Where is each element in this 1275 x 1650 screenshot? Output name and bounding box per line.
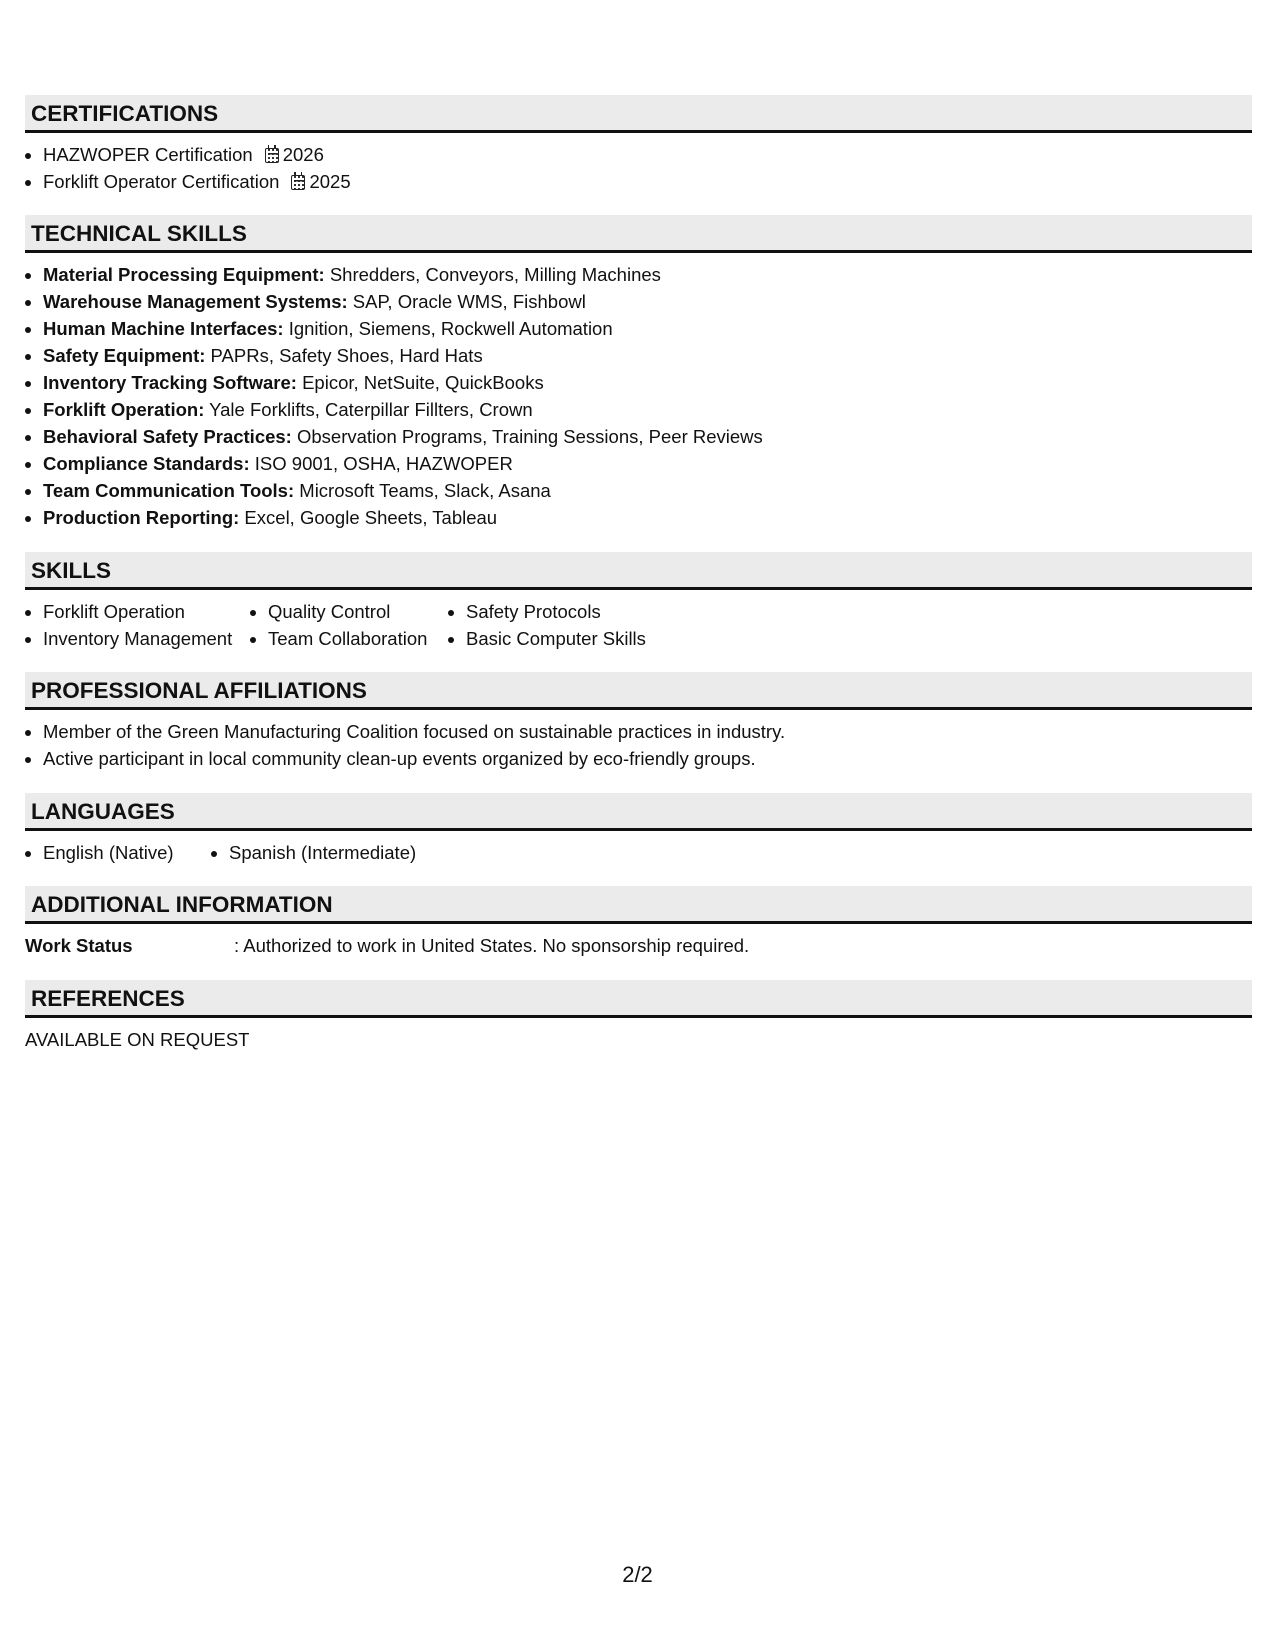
skills-column xyxy=(250,598,448,652)
language-column xyxy=(211,839,416,866)
skill-category: Forklift Operation: xyxy=(43,399,205,420)
section-header-skills: SKILLS xyxy=(25,552,1252,590)
technical-skill-item xyxy=(43,477,1252,504)
calendar-icon xyxy=(265,148,279,163)
affiliation-item: • Active participant in local community clean-up events organized by eco-friendly groups. xyxy=(43,745,1252,772)
skill-values: Epicor, NetSuite, QuickBooks xyxy=(296,372,544,393)
languages-list xyxy=(25,839,1252,866)
page-number: 2/2 xyxy=(622,1562,653,1587)
skill-values: ISO 9001, OSHA, HAZWOPER xyxy=(249,453,513,474)
certification-year: 2026 xyxy=(282,144,324,165)
language-item: • Spanish (Intermediate) xyxy=(229,839,416,866)
work-status-label: Work Status xyxy=(25,935,133,956)
technical-skill-item xyxy=(43,504,1252,531)
skill-category: Inventory Tracking Software: xyxy=(43,372,297,393)
references-text: AVAILABLE ON REQUEST xyxy=(25,1029,250,1050)
skill-category: Safety Equipment: xyxy=(43,345,206,366)
skill-values: Excel, Google Sheets, Tableau xyxy=(239,507,498,528)
technical-skill-item xyxy=(43,261,1252,288)
skill-values: Observation Programs, Training Sessions, Peer Reviews xyxy=(291,426,763,447)
skill-category: Warehouse Management Systems: xyxy=(43,291,348,312)
language-item: • English (Native) xyxy=(43,839,211,866)
skills-grid xyxy=(25,598,1252,652)
skill-category: Compliance Standards: xyxy=(43,453,250,474)
skill-item: • Safety Protocols xyxy=(466,598,646,625)
skills-column xyxy=(448,598,646,652)
certifications-list xyxy=(25,141,1252,195)
skill-item: • Inventory Management xyxy=(43,625,250,652)
certification-name: Forklift Operator Certification xyxy=(43,171,280,192)
section-header-certifications: CERTIFICATIONS xyxy=(25,95,1252,133)
skill-values: Ignition, Siemens, Rockwell Automation xyxy=(283,318,613,339)
technical-skill-item xyxy=(43,288,1252,315)
skill-category: Behavioral Safety Practices: xyxy=(43,426,292,447)
affiliations-list xyxy=(25,718,1252,772)
certification-name: HAZWOPER Certification xyxy=(43,144,253,165)
work-status-row xyxy=(25,932,1252,959)
section-header-affiliations: PROFESSIONAL AFFILIATIONS xyxy=(25,672,1252,710)
certification-year: 2025 xyxy=(309,171,351,192)
technical-skills-list xyxy=(25,261,1252,531)
skill-values: Microsoft Teams, Slack, Asana xyxy=(294,480,551,501)
skill-item: • Team Collaboration xyxy=(268,625,448,652)
certification-item xyxy=(43,168,1252,195)
technical-skill-item xyxy=(43,396,1252,423)
certification-item xyxy=(43,141,1252,168)
skill-item: • Basic Computer Skills xyxy=(466,625,646,652)
affiliation-item: • Member of the Green Manufacturing Coalition focused on sustainable practices in industry. xyxy=(43,718,1252,745)
technical-skill-item xyxy=(43,315,1252,342)
skill-values: Shredders, Conveyors, Milling Machines xyxy=(324,264,661,285)
section-header-technical-skills: TECHNICAL SKILLS xyxy=(25,215,1252,253)
section-header-references: REFERENCES xyxy=(25,980,1252,1018)
work-status-value: : Authorized to work in United States. No sponsorship required. xyxy=(234,935,750,956)
skill-values: Yale Forklifts, Caterpillar Fillters, Crown xyxy=(204,399,533,420)
technical-skill-item xyxy=(43,342,1252,369)
language-column xyxy=(25,839,211,866)
skill-category: Human Machine Interfaces: xyxy=(43,318,284,339)
skill-category: Team Communication Tools: xyxy=(43,480,295,501)
skill-item: • Quality Control xyxy=(268,598,448,625)
resume-page-2 xyxy=(25,95,1252,1053)
skill-item: • Forklift Operation xyxy=(43,598,250,625)
skill-category: Material Processing Equipment: xyxy=(43,264,325,285)
technical-skill-item xyxy=(43,450,1252,477)
section-header-languages: LANGUAGES xyxy=(25,793,1252,831)
skill-values: SAP, Oracle WMS, Fishbowl xyxy=(347,291,586,312)
technical-skill-item xyxy=(43,369,1252,396)
section-header-additional-information: ADDITIONAL INFORMATION xyxy=(25,886,1252,924)
technical-skill-item xyxy=(43,423,1252,450)
skill-category: Production Reporting: xyxy=(43,507,240,528)
calendar-icon xyxy=(291,175,305,190)
skills-column xyxy=(25,598,250,652)
skill-values: PAPRs, Safety Shoes, Hard Hats xyxy=(205,345,483,366)
